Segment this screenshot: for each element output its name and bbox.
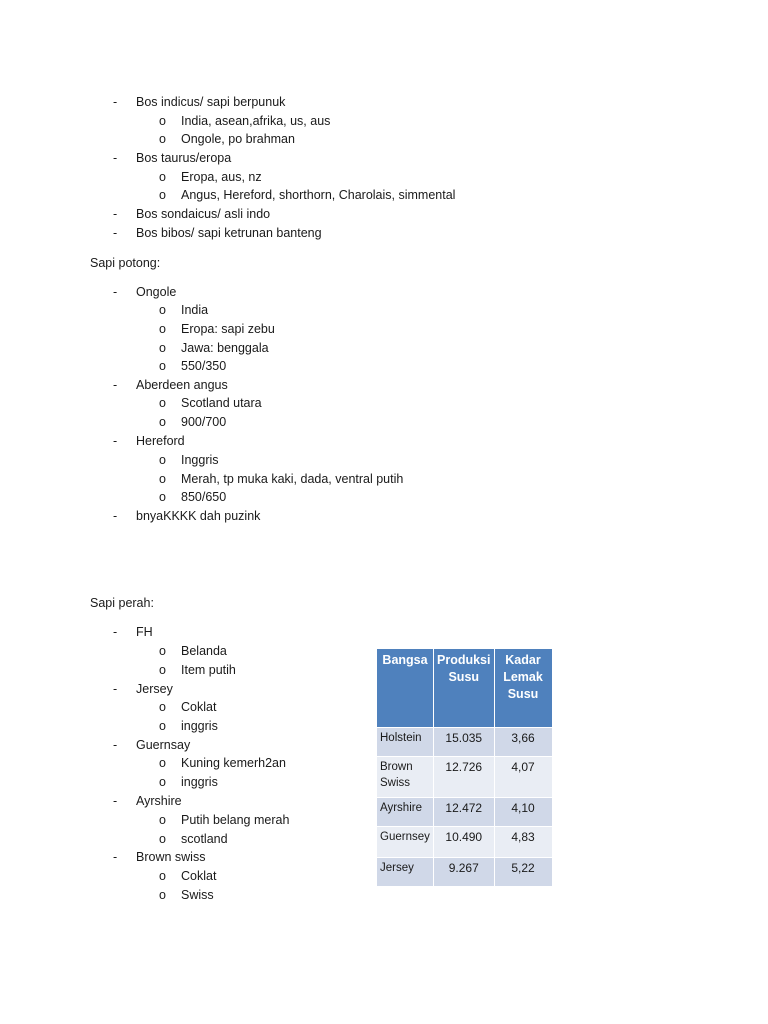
circle-bullet: o [159,888,166,902]
perah-fh-sub-1: Belanda [181,644,227,658]
table-row [377,827,552,858]
potong-item-hereford: Hereford [136,434,185,448]
perah-item-ayrshire: Ayrshire [136,794,182,808]
cell-produksi: 12.472 [434,798,495,827]
circle-bullet: o [159,756,166,770]
cell-bangsa: Holstein [377,728,434,757]
potong-ongole-sub-2: Eropa: sapi zebu [181,322,275,336]
perah-ayrshire-sub-2: scotland [181,832,228,846]
bos-item-1-sub-2: Ongole, po brahman [181,132,295,146]
circle-bullet: o [159,359,166,373]
dash-bullet: - [113,850,118,864]
circle-bullet: o [159,832,166,846]
cell-lemak: 4,07 [494,757,552,798]
circle-bullet: o [159,188,166,202]
dash-bullet: - [113,625,118,639]
dash-bullet: - [113,285,118,299]
cell-lemak: 4,10 [494,798,552,827]
potong-hereford-sub-3: 850/650 [181,490,227,504]
cell-produksi: 15.035 [434,728,495,757]
cell-lemak: 3,66 [494,728,552,757]
perah-guernsay-sub-1: Kuning kemerh2an [181,756,286,770]
circle-bullet: o [159,472,166,486]
perah-jersey-sub-1: Coklat [181,700,217,714]
circle-bullet: o [159,341,166,355]
circle-bullet: o [159,869,166,883]
circle-bullet: o [159,415,166,429]
bos-item-2-sub-2: Angus, Hereford, shorthorn, Charolais, simmental [181,188,456,202]
circle-bullet: o [159,775,166,789]
circle-bullet: o [159,663,166,677]
dash-bullet: - [113,794,118,808]
milk-production-table [377,649,552,886]
potong-item-aberdeen: Aberdeen angus [136,378,228,392]
circle-bullet: o [159,490,166,504]
potong-aberdeen-sub-1: Scotland utara [181,396,262,410]
bos-item-3: Bos sondaicus/ asli indo [136,207,271,221]
table-row [377,757,552,798]
table-header-row [377,649,552,728]
potong-ongole-sub-1: India [181,303,209,317]
circle-bullet: o [159,700,166,714]
table-row [377,798,552,827]
bos-item-2: Bos taurus/eropa [136,151,232,165]
cell-produksi: 10.490 [434,827,495,858]
cell-produksi: 12.726 [434,757,495,798]
perah-jersey-sub-2: inggris [181,719,218,733]
sapi-perah-heading: Sapi perah: [90,596,154,610]
potong-item-other: bnyaKKKK dah puzink [136,509,261,523]
potong-ongole-sub-4: 550/350 [181,359,227,373]
potong-item-ongole: Ongole [136,285,177,299]
dash-bullet: - [113,434,118,448]
perah-guernsay-sub-2: inggris [181,775,218,789]
perah-item-brown-swiss: Brown swiss [136,850,206,864]
potong-aberdeen-sub-2: 900/700 [181,415,227,429]
bos-item-4: Bos bibos/ sapi ketrunan banteng [136,226,322,240]
bos-item-1-sub-1: India, asean,afrika, us, aus [181,114,331,128]
perah-brown-swiss-sub-1: Coklat [181,869,217,883]
table-row [377,858,552,887]
dash-bullet: - [113,151,118,165]
sapi-potong-heading: Sapi potong: [90,256,161,270]
circle-bullet: o [159,322,166,336]
circle-bullet: o [159,719,166,733]
potong-hereford-sub-1: Inggris [181,453,219,467]
bos-item-2-sub-1: Eropa, aus, nz [181,170,262,184]
dash-bullet: - [113,226,118,240]
potong-hereford-sub-2: Merah, tp muka kaki, dada, ventral putih [181,472,404,486]
perah-ayrshire-sub-1: Putih belang merah [181,813,290,827]
perah-item-fh: FH [136,625,153,639]
header-kadar-lemak-susu: Kadar Lemak Susu [494,649,552,728]
perah-fh-sub-2: Item putih [181,663,236,677]
circle-bullet: o [159,396,166,410]
dash-bullet: - [113,738,118,752]
bos-item-1: Bos indicus/ sapi berpunuk [136,95,286,109]
dash-bullet: - [113,95,118,109]
dash-bullet: - [113,509,118,523]
circle-bullet: o [159,170,166,184]
cell-lemak: 4,83 [494,827,552,858]
cell-bangsa: Guernsey [377,827,434,858]
circle-bullet: o [159,132,166,146]
dash-bullet: - [113,682,118,696]
circle-bullet: o [159,453,166,467]
cell-bangsa: Brown Swiss [377,757,434,798]
circle-bullet: o [159,114,166,128]
perah-brown-swiss-sub-2: Swiss [181,888,214,902]
perah-item-guernsay: Guernsay [136,738,191,752]
circle-bullet: o [159,644,166,658]
dash-bullet: - [113,207,118,221]
circle-bullet: o [159,303,166,317]
cell-bangsa: Ayrshire [377,798,434,827]
potong-ongole-sub-3: Jawa: benggala [181,341,269,355]
cell-produksi: 9.267 [434,858,495,887]
header-produksi-susu: Produksi Susu [434,649,495,728]
circle-bullet: o [159,813,166,827]
perah-item-jersey: Jersey [136,682,173,696]
dash-bullet: - [113,378,118,392]
cell-bangsa: Jersey [377,858,434,887]
table-row [377,728,552,757]
cell-lemak: 5,22 [494,858,552,887]
header-bangsa: Bangsa [377,649,434,728]
